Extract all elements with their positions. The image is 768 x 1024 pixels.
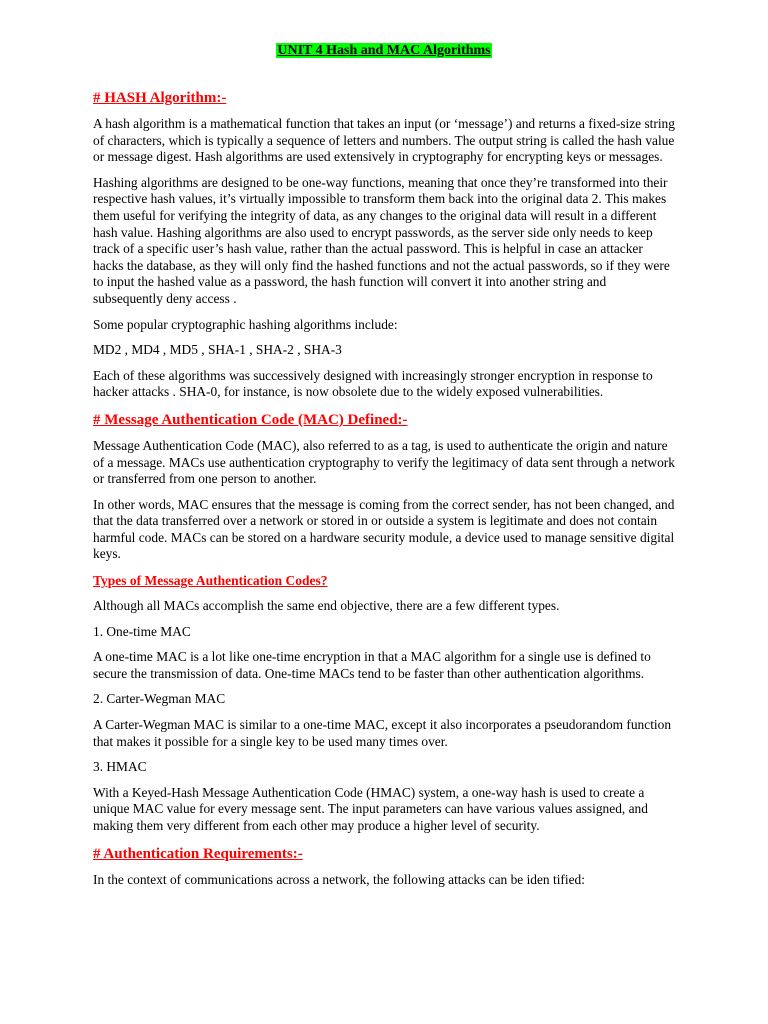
mac-types-heading: Types of Message Authentication Codes? (93, 573, 328, 589)
mac-type-3-title: 3. HMAC (93, 759, 147, 775)
mac-type-3-body: With a Keyed-Hash Message Authentication Code (HMAC) system, a one-way hash is used to create a unique MAC value for every message sent. The input parameters can have various values assigned, and making them very different from each other may produce a higher level of security. (93, 784, 648, 833)
document-page (93, 40, 675, 897)
mac-type-2-title: 2. Carter-Wegman MAC (93, 691, 226, 707)
mac-type-1-body: A one-time MAC is a lot like one-time encryption in that a MAC algorithm for a single use is defined to secure the transmission of data. One-time MACs tend to be faster than other authentication algorithms. (93, 649, 651, 681)
mac-types-intro: Although all MACs accomplish the same end objective, there are a few different types. (93, 598, 560, 614)
authentication-paragraph-1: In the context of communications across a network, the following attacks can be iden tified: (93, 871, 585, 887)
hash-paragraph-5: Each of these algorithms was successively designed with increasingly stronger encryption in response to hacker attacks . SHA-0, for instance, is now obsolete due to the widely exposed vulnerabilities. (93, 367, 653, 400)
mac-type-2-body: A Carter-Wegman MAC is similar to a one-time MAC, except it also incorporates a pseudorandom function that makes it possible for a single key to be used many times over. (93, 717, 672, 749)
mac-defined-heading: # Message Authentication Code (MAC) Defined:- (93, 411, 408, 428)
document-title-text: UNIT 4 Hash and MAC Algorithms (277, 43, 491, 58)
hash-paragraph-1: A hash algorithm is a mathematical function that takes an input (or ‘message’) and returns a fixed-size string of characters, which is typically a sequence of letters and numbers. The output string is called the hash value or message digest. Hash algorithms are used extensively in cryptography for encrypting keys or messages. (93, 116, 675, 165)
mac-paragraph-2: In other words, MAC ensures that the message is coming from the correct sender, has not been changed, and that the data transferred over a network or stored in or outside a system is legitimate and does not contain harmful code. MACs can be stored on a hardware security module, a device used to manage sensitive digital keys. (93, 496, 675, 562)
hash-paragraph-2: Hashing algorithms are designed to be one-way functions, meaning that once they’re transformed into their respective hash values, it’s virtually impossible to transform them back into the original data 2. This makes them useful for verifying the integrity of data, as any changes to the original data will result in a different hash value. Hashing algorithms are also used to encrypt passwords, as the server side only needs to keep track of a specific user’s hash value, rather than the actual password. This is helpful in case an attacker hacks the database, as they will only find the hashed functions and not the actual passwords, so if they were to input the hashed value as a password, the hash function will convert it into another string and subsequently deny access . (93, 174, 670, 306)
authentication-requirements-heading: # Authentication Requirements:- (93, 845, 303, 862)
document-title (93, 40, 675, 62)
hash-algorithm-heading: # HASH Algorithm:- (93, 90, 227, 106)
hash-paragraph-3: Some popular cryptographic hashing algorithms include: (93, 316, 398, 332)
hash-algorithms-list: MD2 , MD4 , MD5 , SHA-1 , SHA-2 , SHA-3 (93, 342, 342, 358)
mac-type-1-title: 1. One-time MAC (93, 623, 191, 639)
mac-paragraph-1: Message Authentication Code (MAC), also referred to as a tag, is used to authenticate the origin and nature of a message. MACs use authentication cryptography to verify the legitimacy of data sent through a network or transferred from one person to another. (93, 437, 675, 487)
